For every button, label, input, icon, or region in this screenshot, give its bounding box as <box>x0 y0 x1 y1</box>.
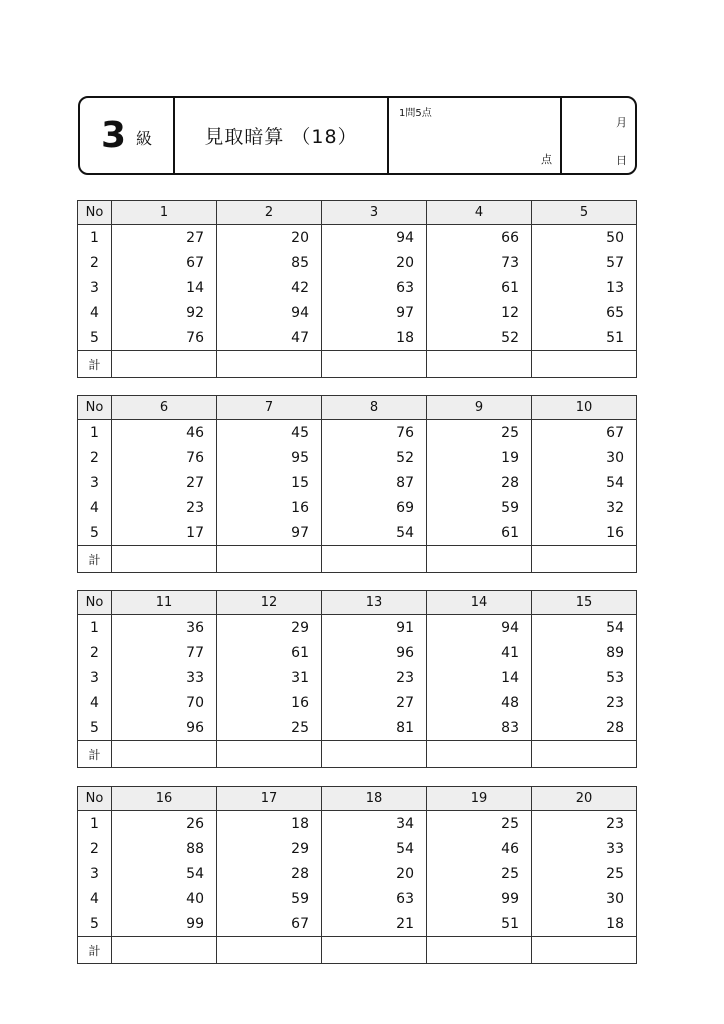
problem-number: 14 <box>427 591 532 615</box>
addend-cell: 32 <box>532 495 637 520</box>
addend-cell: 28 <box>217 861 322 886</box>
addend-cell: 29 <box>217 615 322 641</box>
row-number: 3 <box>78 861 112 886</box>
addend-cell: 15 <box>217 470 322 495</box>
addend-cell: 85 <box>217 250 322 275</box>
addend-cell: 61 <box>427 275 532 300</box>
addend-cell: 42 <box>217 275 322 300</box>
total-row <box>78 351 637 378</box>
answer-cell[interactable] <box>427 937 532 964</box>
addend-cell: 16 <box>217 495 322 520</box>
addend-cell: 41 <box>427 640 532 665</box>
answer-cell[interactable] <box>427 351 532 378</box>
addend-cell: 47 <box>217 325 322 351</box>
table-row <box>78 325 637 351</box>
answer-cell[interactable] <box>427 546 532 573</box>
no-header: No <box>78 591 112 615</box>
addend-cell: 18 <box>532 911 637 937</box>
addend-cell: 95 <box>217 445 322 470</box>
problem-number: 19 <box>427 787 532 811</box>
addend-cell: 61 <box>427 520 532 546</box>
addend-cell: 14 <box>112 275 217 300</box>
addend-cell: 88 <box>112 836 217 861</box>
answer-cell[interactable] <box>532 351 637 378</box>
addend-cell: 99 <box>427 886 532 911</box>
addend-cell: 97 <box>322 300 427 325</box>
row-number: 5 <box>78 911 112 937</box>
answer-cell[interactable] <box>322 937 427 964</box>
table-header-row <box>78 787 637 811</box>
addend-cell: 51 <box>532 325 637 351</box>
problem-number: 4 <box>427 201 532 225</box>
table-header-row <box>78 201 637 225</box>
table-row <box>78 886 637 911</box>
no-header: No <box>78 787 112 811</box>
addend-cell: 54 <box>532 470 637 495</box>
addend-cell: 29 <box>217 836 322 861</box>
grade-box <box>80 98 175 173</box>
addend-cell: 25 <box>427 811 532 837</box>
addend-cell: 94 <box>217 300 322 325</box>
total-label: 計 <box>78 546 112 573</box>
addend-cell: 33 <box>112 665 217 690</box>
addend-cell: 36 <box>112 615 217 641</box>
addend-cell: 27 <box>112 470 217 495</box>
row-number: 3 <box>78 275 112 300</box>
addend-cell: 20 <box>322 861 427 886</box>
addend-cell: 27 <box>112 225 217 251</box>
addend-cell: 70 <box>112 690 217 715</box>
addend-cell: 40 <box>112 886 217 911</box>
answer-cell[interactable] <box>217 546 322 573</box>
addend-cell: 65 <box>532 300 637 325</box>
addend-cell: 59 <box>427 495 532 520</box>
addend-cell: 54 <box>322 520 427 546</box>
answer-cell[interactable] <box>322 546 427 573</box>
addend-cell: 94 <box>322 225 427 251</box>
points-label: 点 <box>541 153 552 166</box>
total-label: 計 <box>78 937 112 964</box>
addend-cell: 52 <box>322 445 427 470</box>
table-header-row <box>78 591 637 615</box>
answer-cell[interactable] <box>532 546 637 573</box>
addend-cell: 53 <box>532 665 637 690</box>
addend-cell: 18 <box>217 811 322 837</box>
addend-cell: 63 <box>322 275 427 300</box>
problem-number: 11 <box>112 591 217 615</box>
problem-table <box>77 786 637 964</box>
addend-cell: 61 <box>217 640 322 665</box>
addend-cell: 25 <box>532 861 637 886</box>
addend-cell: 28 <box>532 715 637 741</box>
row-number: 4 <box>78 300 112 325</box>
answer-cell[interactable] <box>532 937 637 964</box>
addend-cell: 73 <box>427 250 532 275</box>
total-label: 計 <box>78 741 112 768</box>
addend-cell: 54 <box>112 861 217 886</box>
total-row <box>78 546 637 573</box>
addend-cell: 67 <box>532 420 637 446</box>
addend-cell: 18 <box>322 325 427 351</box>
no-header: No <box>78 396 112 420</box>
table-row <box>78 715 637 741</box>
answer-cell[interactable] <box>112 741 217 768</box>
day-label: 日 <box>616 154 627 167</box>
addend-cell: 46 <box>427 836 532 861</box>
table-row <box>78 300 637 325</box>
problem-number: 1 <box>112 201 217 225</box>
problem-number: 6 <box>112 396 217 420</box>
problem-number: 13 <box>322 591 427 615</box>
total-row <box>78 741 637 768</box>
grade-unit: 級 <box>136 129 153 148</box>
problem-number: 20 <box>532 787 637 811</box>
addend-cell: 27 <box>322 690 427 715</box>
score-rule: 1問5点 <box>399 108 432 119</box>
table-row <box>78 615 637 641</box>
grade-number: 3 <box>100 115 127 156</box>
addend-cell: 21 <box>322 911 427 937</box>
row-number: 1 <box>78 615 112 641</box>
addend-cell: 57 <box>532 250 637 275</box>
row-number: 3 <box>78 665 112 690</box>
table-row <box>78 520 637 546</box>
addend-cell: 12 <box>427 300 532 325</box>
table-row <box>78 420 637 446</box>
addend-cell: 51 <box>427 911 532 937</box>
addend-cell: 45 <box>217 420 322 446</box>
table-row <box>78 275 637 300</box>
table-row <box>78 911 637 937</box>
addend-cell: 54 <box>322 836 427 861</box>
score-box <box>389 98 562 173</box>
addend-cell: 34 <box>322 811 427 837</box>
addend-cell: 96 <box>322 640 427 665</box>
row-number: 4 <box>78 495 112 520</box>
addend-cell: 89 <box>532 640 637 665</box>
table-row <box>78 225 637 251</box>
row-number: 5 <box>78 325 112 351</box>
addend-cell: 99 <box>112 911 217 937</box>
answer-cell[interactable] <box>112 546 217 573</box>
row-number: 1 <box>78 225 112 251</box>
answer-cell[interactable] <box>217 741 322 768</box>
addend-cell: 91 <box>322 615 427 641</box>
row-number: 5 <box>78 520 112 546</box>
total-row <box>78 937 637 964</box>
worksheet-title: 見取暗算 （18） <box>175 98 389 173</box>
addend-cell: 63 <box>322 886 427 911</box>
row-number: 1 <box>78 420 112 446</box>
addend-cell: 30 <box>532 445 637 470</box>
addend-cell: 26 <box>112 811 217 837</box>
row-number: 3 <box>78 470 112 495</box>
total-label: 計 <box>78 351 112 378</box>
addend-cell: 69 <box>322 495 427 520</box>
answer-cell[interactable] <box>427 741 532 768</box>
table-row <box>78 665 637 690</box>
answer-cell[interactable] <box>322 351 427 378</box>
row-number: 4 <box>78 886 112 911</box>
table-row <box>78 690 637 715</box>
addend-cell: 66 <box>427 225 532 251</box>
addend-cell: 87 <box>322 470 427 495</box>
row-number: 2 <box>78 836 112 861</box>
date-box <box>562 98 635 173</box>
table-row <box>78 495 637 520</box>
answer-cell[interactable] <box>217 937 322 964</box>
addend-cell: 25 <box>217 715 322 741</box>
addend-cell: 50 <box>532 225 637 251</box>
addend-cell: 76 <box>112 325 217 351</box>
addend-cell: 33 <box>532 836 637 861</box>
problem-number: 15 <box>532 591 637 615</box>
answer-cell[interactable] <box>112 351 217 378</box>
table-header-row <box>78 396 637 420</box>
table-row <box>78 836 637 861</box>
addend-cell: 23 <box>532 811 637 837</box>
answer-cell[interactable] <box>112 937 217 964</box>
addend-cell: 76 <box>322 420 427 446</box>
addend-cell: 52 <box>427 325 532 351</box>
problem-number: 12 <box>217 591 322 615</box>
addend-cell: 97 <box>217 520 322 546</box>
table-row <box>78 811 637 837</box>
addend-cell: 23 <box>112 495 217 520</box>
addend-cell: 59 <box>217 886 322 911</box>
answer-cell[interactable] <box>532 741 637 768</box>
row-number: 4 <box>78 690 112 715</box>
row-number: 2 <box>78 640 112 665</box>
no-header: No <box>78 201 112 225</box>
addend-cell: 48 <box>427 690 532 715</box>
problem-number: 16 <box>112 787 217 811</box>
table-row <box>78 640 637 665</box>
addend-cell: 92 <box>112 300 217 325</box>
month-label: 月 <box>616 116 627 129</box>
addend-cell: 23 <box>322 665 427 690</box>
table-row <box>78 445 637 470</box>
addend-cell: 67 <box>217 911 322 937</box>
addend-cell: 67 <box>112 250 217 275</box>
addend-cell: 54 <box>532 615 637 641</box>
table-row <box>78 250 637 275</box>
problem-number: 7 <box>217 396 322 420</box>
addend-cell: 28 <box>427 470 532 495</box>
problem-table <box>77 395 637 573</box>
row-number: 5 <box>78 715 112 741</box>
addend-cell: 25 <box>427 420 532 446</box>
addend-cell: 83 <box>427 715 532 741</box>
addend-cell: 16 <box>532 520 637 546</box>
row-number: 2 <box>78 250 112 275</box>
problem-number: 10 <box>532 396 637 420</box>
addend-cell: 17 <box>112 520 217 546</box>
addend-cell: 31 <box>217 665 322 690</box>
worksheet-header <box>78 96 637 175</box>
addend-cell: 77 <box>112 640 217 665</box>
addend-cell: 23 <box>532 690 637 715</box>
problem-number: 2 <box>217 201 322 225</box>
problem-table <box>77 590 637 768</box>
addend-cell: 20 <box>322 250 427 275</box>
addend-cell: 20 <box>217 225 322 251</box>
answer-cell[interactable] <box>217 351 322 378</box>
problem-number: 17 <box>217 787 322 811</box>
addend-cell: 30 <box>532 886 637 911</box>
addend-cell: 81 <box>322 715 427 741</box>
addend-cell: 94 <box>427 615 532 641</box>
problem-number: 5 <box>532 201 637 225</box>
row-number: 1 <box>78 811 112 837</box>
problem-table <box>77 200 637 378</box>
addend-cell: 25 <box>427 861 532 886</box>
table-row <box>78 861 637 886</box>
row-number: 2 <box>78 445 112 470</box>
addend-cell: 96 <box>112 715 217 741</box>
addend-cell: 16 <box>217 690 322 715</box>
addend-cell: 14 <box>427 665 532 690</box>
answer-cell[interactable] <box>322 741 427 768</box>
problem-number: 3 <box>322 201 427 225</box>
addend-cell: 19 <box>427 445 532 470</box>
problem-number: 8 <box>322 396 427 420</box>
addend-cell: 13 <box>532 275 637 300</box>
problem-number: 9 <box>427 396 532 420</box>
addend-cell: 46 <box>112 420 217 446</box>
problem-number: 18 <box>322 787 427 811</box>
addend-cell: 76 <box>112 445 217 470</box>
table-row <box>78 470 637 495</box>
